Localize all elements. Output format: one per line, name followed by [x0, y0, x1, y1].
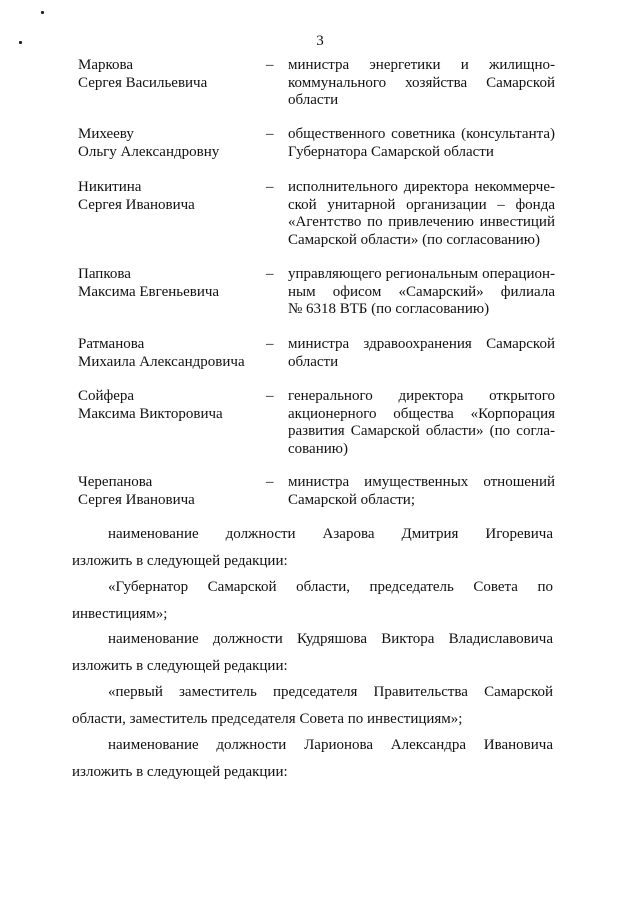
appointee-position — [288, 266, 555, 319]
appointee-surname: Маркова — [78, 57, 134, 73]
appointee-surname: Михееву — [78, 126, 134, 142]
body-paragraph — [72, 684, 553, 728]
position-line: области — [288, 353, 339, 370]
position-line: Самарской области» (по согласованию) — [288, 231, 540, 248]
appointee-surname: Никитина — [78, 179, 142, 195]
paragraph-first-line: наименование должности Ларионова Александра Ивановича — [108, 737, 553, 753]
appointee-given-names: Максима Евгеньевича — [78, 283, 220, 300]
dash-separator: – — [266, 474, 274, 490]
appointee-position — [288, 126, 555, 161]
appointee-position — [288, 179, 555, 249]
position-line: № 6318 ВТБ (по согласованию) — [288, 301, 490, 317]
appointee-surname: Ратманова — [78, 336, 145, 352]
paragraph-first-line: наименование должности Кудряшова Виктора Владиславовича — [108, 631, 553, 647]
appointee-name — [78, 57, 263, 92]
appointee-position — [288, 388, 555, 458]
position-line: министра имущественных отношений — [288, 474, 555, 490]
appointee-position — [288, 336, 555, 371]
appointee-name — [78, 266, 263, 301]
position-line: общественного советника (консультанта) — [288, 126, 555, 142]
position-line: «Агентство по привлечению инвестиций — [288, 214, 555, 230]
body-paragraph — [72, 737, 553, 781]
appointee-given-names: Сергея Васильевича — [78, 74, 208, 91]
paragraph-second-line: изложить в следующей редакции: — [72, 552, 288, 569]
paragraph-first-line: «Губернатор Самарской области, председатель Совета по — [108, 579, 553, 595]
appointee-entry — [78, 388, 558, 460]
appointee-name — [78, 474, 263, 509]
position-line: управляющего региональным операцион- — [288, 266, 555, 282]
body-paragraph — [72, 579, 553, 623]
position-line: коммунального хозяйства Самарской — [288, 74, 555, 91]
appointee-position — [288, 474, 555, 509]
paragraph-second-line: изложить в следующей редакции: — [72, 657, 288, 674]
appointee-given-names: Михаила Александровича — [78, 353, 245, 370]
appointee-entry — [78, 57, 558, 113]
position-line: Губернатора Самарской области — [288, 143, 494, 160]
dash-separator: – — [266, 388, 274, 404]
position-line: генерального директора открытого — [288, 388, 555, 404]
dash-separator: – — [266, 57, 274, 73]
appointee-given-names: Сергея Ивановича — [78, 491, 195, 508]
position-line: ным офисом «Самарский» филиала — [288, 283, 555, 300]
position-line: исполнительного директора некоммерче- — [288, 179, 555, 195]
paragraph-second-line: области, заместитель председателя Совета по инвестициям»; — [72, 710, 463, 727]
dash-separator: – — [266, 336, 274, 352]
page-number: 3 — [316, 33, 324, 49]
paragraph-second-line: изложить в следующей редакции: — [72, 763, 288, 780]
appointee-name — [78, 126, 263, 161]
position-line: министра энергетики и жилищно- — [288, 57, 555, 73]
appointee-surname: Сойфера — [78, 388, 135, 404]
dash-separator: – — [266, 266, 274, 282]
paragraph-first-line: наименование должности Азарова Дмитрия Игоревича — [108, 526, 553, 542]
position-line: акционерного общества «Корпорация — [288, 405, 555, 422]
appointee-entry — [78, 179, 558, 251]
appointee-entry — [78, 474, 558, 510]
appointee-entry — [78, 266, 558, 320]
position-line: министра здравоохранения Самарской — [288, 336, 555, 352]
appointee-name — [78, 388, 263, 423]
position-line: развития Самарской области» (по согла- — [288, 423, 555, 439]
appointee-entry — [78, 336, 558, 372]
appointee-position — [288, 57, 555, 110]
appointee-given-names: Максима Викторовича — [78, 405, 223, 422]
position-line: сованию) — [288, 440, 348, 457]
dash-separator: – — [266, 126, 274, 142]
paragraph-first-line: «первый заместитель председателя Правительства Самарской — [108, 684, 553, 700]
body-paragraph — [72, 526, 553, 570]
dash-separator: – — [266, 179, 274, 195]
appointee-name — [78, 179, 263, 214]
appointee-given-names: Сергея Ивановича — [78, 196, 195, 213]
appointee-surname: Папкова — [78, 266, 131, 282]
appointee-entry — [78, 126, 558, 164]
appointee-name — [78, 336, 263, 371]
appointee-given-names: Ольгу Александровну — [78, 143, 220, 160]
position-line: области — [288, 92, 339, 108]
body-paragraph — [72, 631, 553, 675]
appointee-surname: Черепанова — [78, 474, 153, 490]
position-line: ской унитарной организации – фонда — [288, 196, 555, 213]
paragraph-second-line: инвестициям»; — [72, 605, 168, 622]
position-line: Самарской области; — [288, 491, 415, 508]
scan-speck-top — [41, 11, 44, 14]
